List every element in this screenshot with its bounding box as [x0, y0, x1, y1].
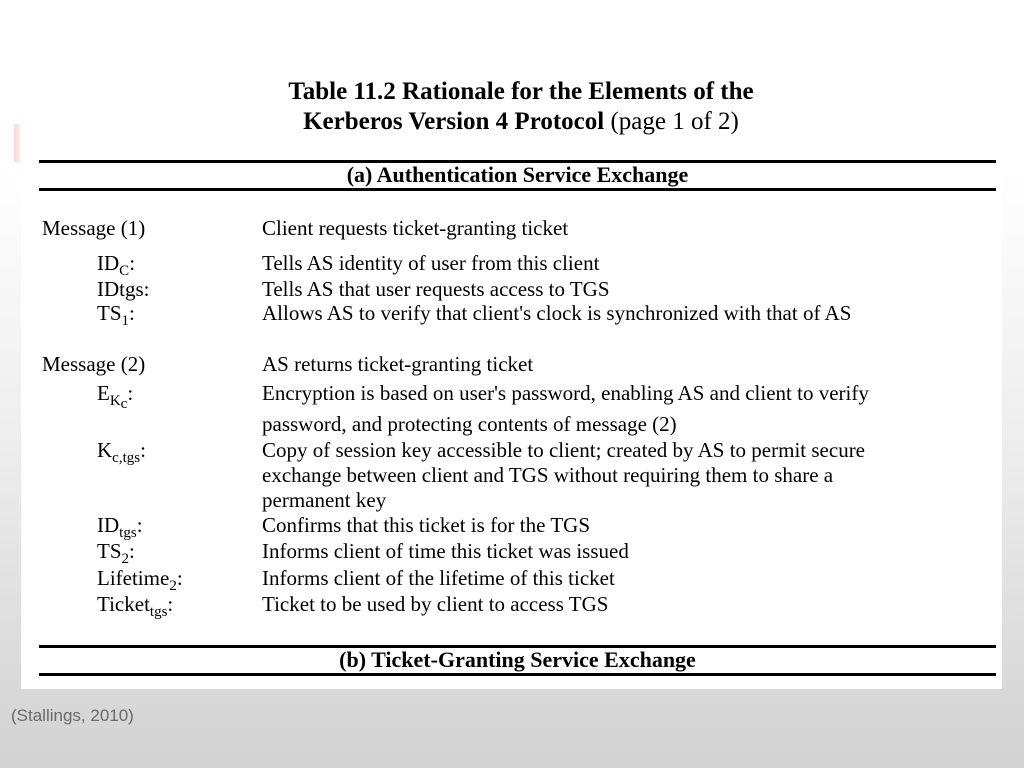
element-idc-desc: Tells AS identity of user from this client	[262, 251, 600, 275]
rule-bottom-b	[39, 673, 996, 676]
element-idtgs: IDtgs:	[97, 277, 150, 301]
element-idc: $ID_C$:	[97, 251, 136, 279]
message1-label: Message (1)	[42, 216, 146, 240]
element-tickettgs-desc: Ticket to be used by client to access TGS	[262, 592, 609, 616]
citation: (Stallings, 2010)	[11, 706, 134, 725]
element-ts1: $TS_1$:	[97, 301, 135, 329]
element-ekc-desc-line1: Encryption is based on user's password, enabling AS and client to verify	[262, 381, 869, 405]
section-a-heading: (a) Authentication Service Exchange	[346, 162, 689, 187]
element-lifetime2: Lifetime$_2$:	[97, 566, 183, 594]
table-title-text2-bold: Kerberos Version 4 Protocol	[303, 108, 605, 135]
element-ekc-desc-line2: password, and protecting contents of message (2)	[262, 412, 677, 436]
message1-desc: Client requests ticket-granting ticket	[262, 216, 569, 240]
element-idtgs2: $ID_{tgs}$:	[97, 513, 143, 541]
element-ts2: $TS_2$:	[97, 539, 135, 567]
table-title-text2-normal: (page 1 of 2)	[604, 108, 739, 135]
element-ts1-desc: Allows AS to verify that client's clock is synchronized with that of AS	[262, 301, 852, 325]
element-idtgs-desc: Tells AS that user requests access to TGS	[262, 277, 610, 301]
red-accent-mark	[14, 124, 20, 162]
element-kctgs: $K_{c,tgs}$:	[97, 438, 146, 466]
element-lifetime2-desc: Informs client of the lifetime of this ticket	[262, 566, 615, 590]
message2-desc: AS returns ticket-granting ticket	[262, 352, 534, 376]
element-ekc: $E_{K_c}$:	[97, 381, 134, 412]
rule-bottom-a	[39, 188, 996, 191]
element-kctgs-desc-line2: exchange between client and TGS without requiring them to share a	[262, 463, 834, 487]
element-tickettgs: Ticket$_{tgs}$:	[97, 592, 174, 620]
table-title-line2	[21, 107, 1021, 137]
element-ts2-desc: Informs client of time this ticket was issued	[262, 539, 629, 563]
message2-label: Message (2)	[42, 352, 146, 376]
section-b-heading: (b) Ticket-Granting Service Exchange	[339, 647, 696, 672]
table-title-line1	[21, 77, 1021, 107]
element-idtgs2-desc: Confirms that this ticket is for the TGS	[262, 513, 591, 537]
element-kctgs-desc-line1: Copy of session key accessible to client; created by AS to permit secure	[262, 438, 866, 462]
element-kctgs-desc-line3: permanent key	[262, 488, 387, 512]
table-title-text1: Table 11.2 Rationale for the Elements of the	[288, 78, 754, 105]
